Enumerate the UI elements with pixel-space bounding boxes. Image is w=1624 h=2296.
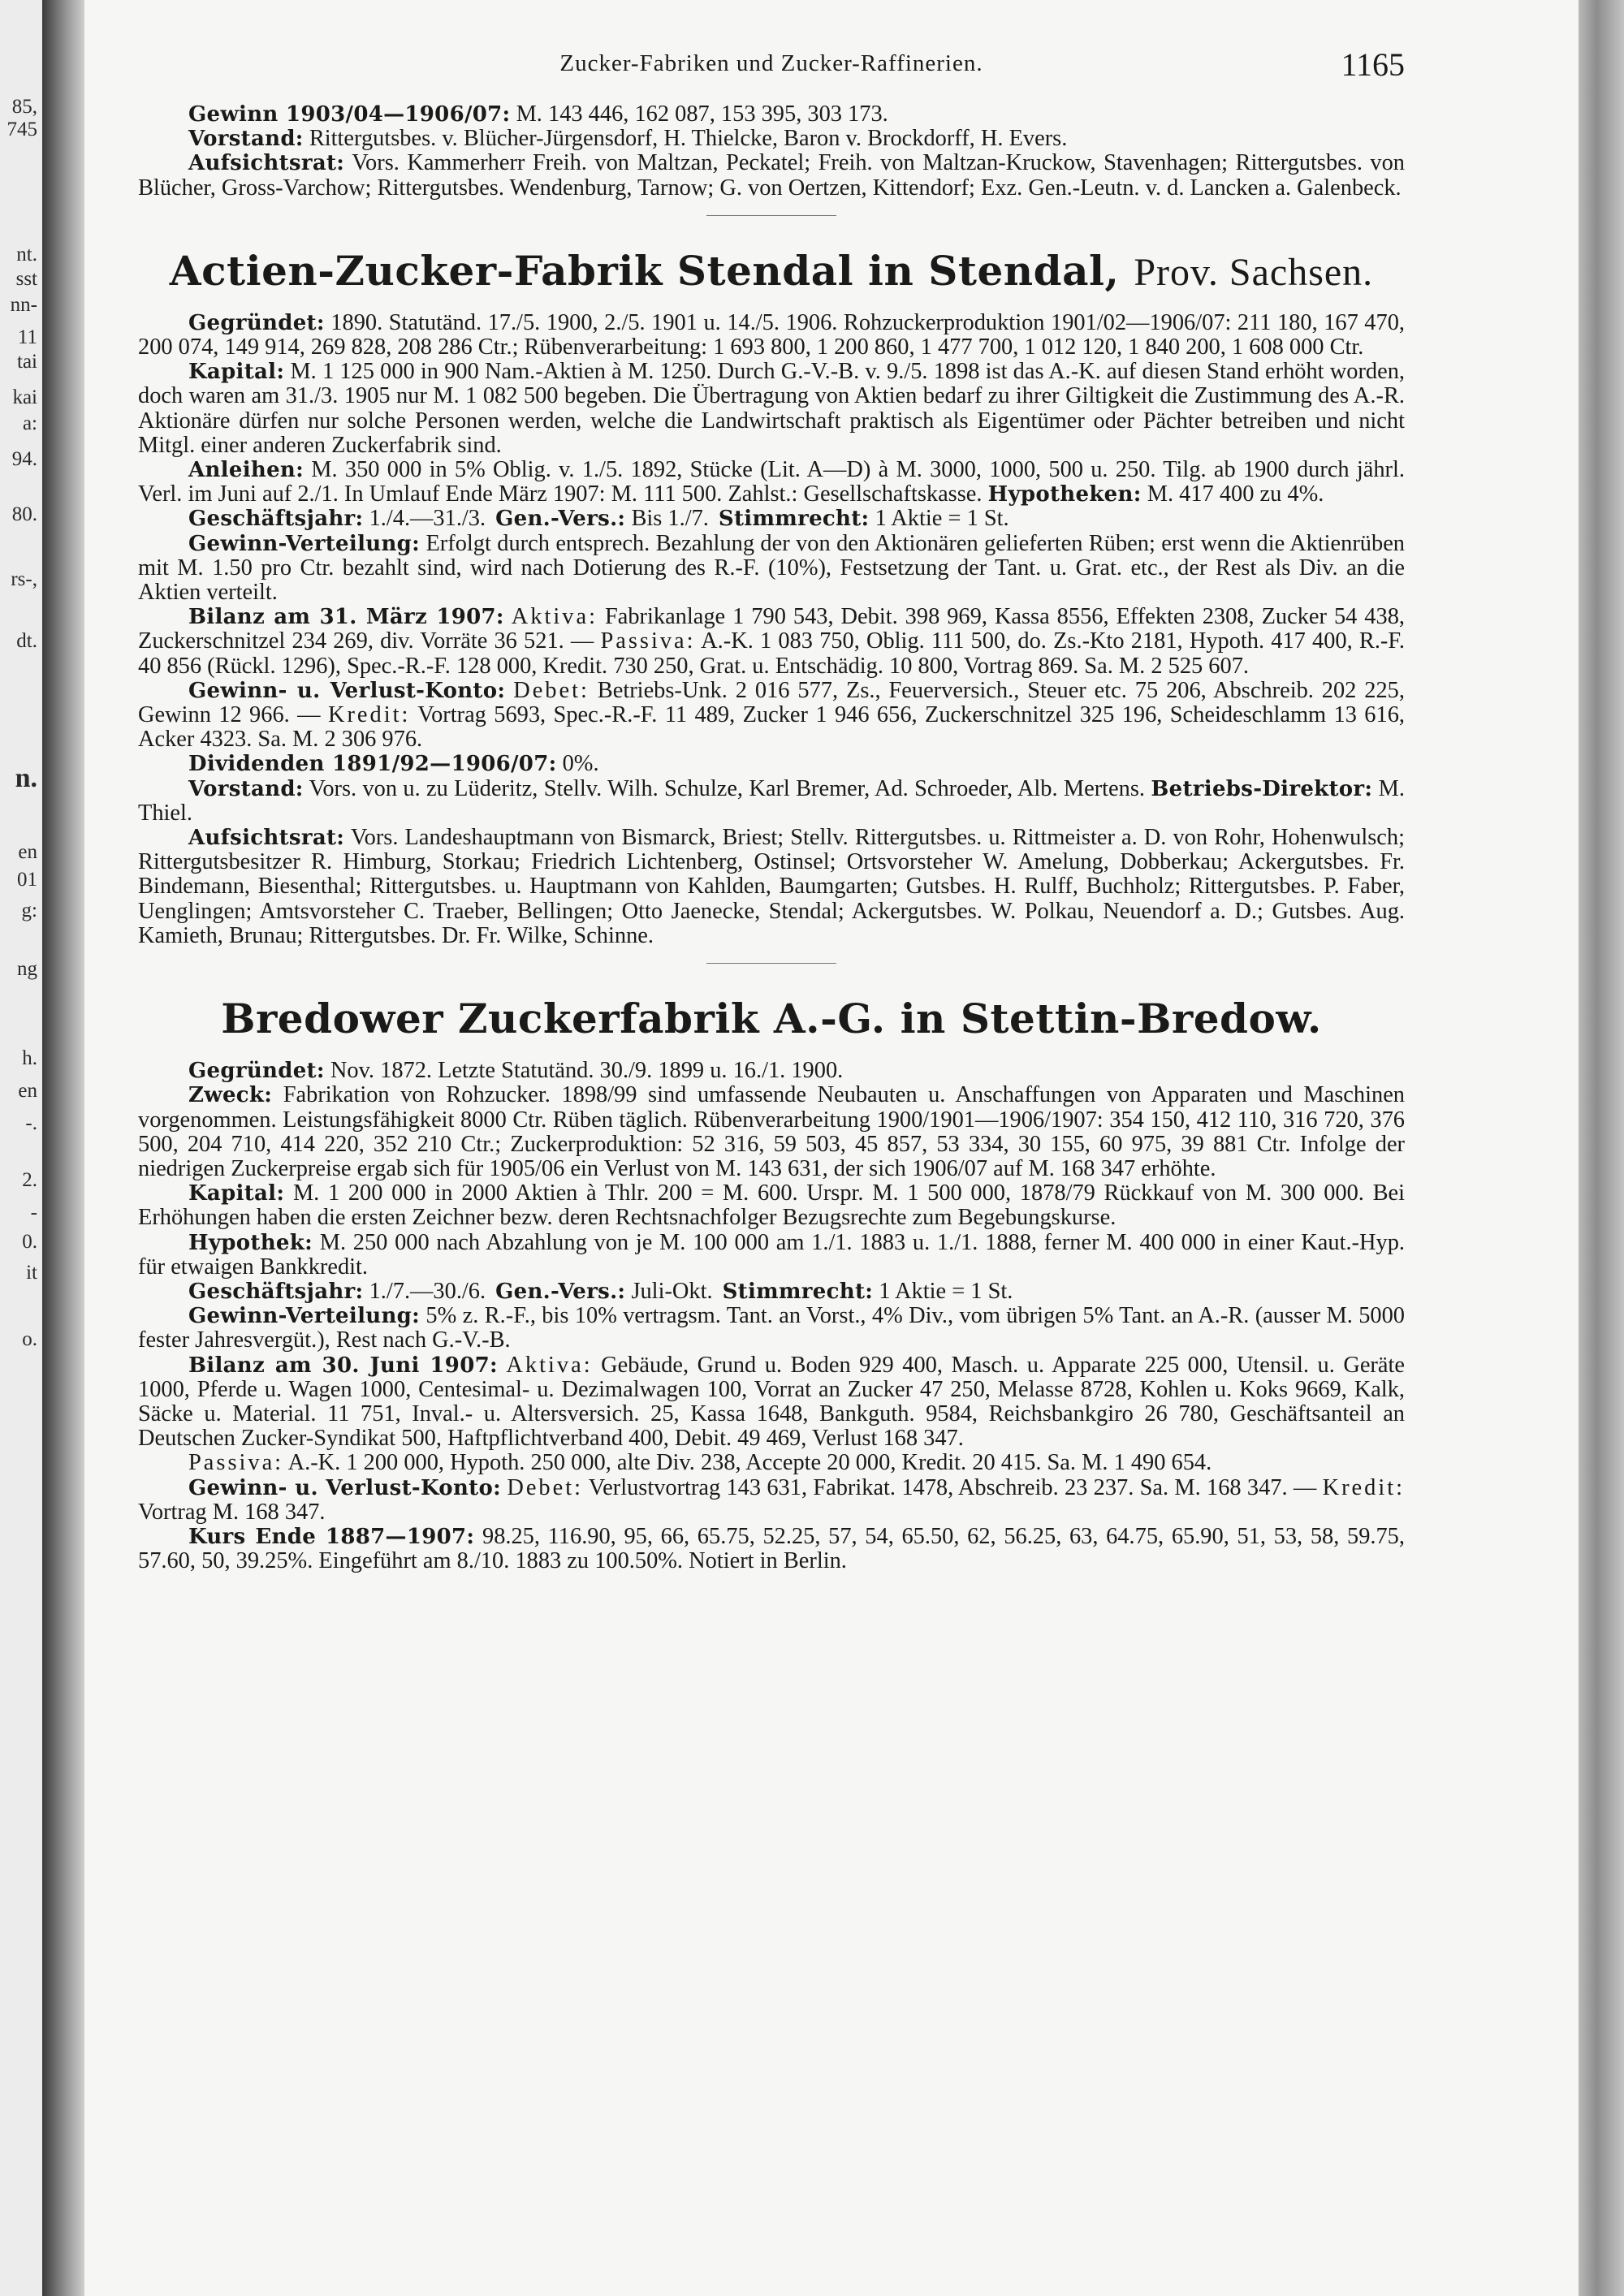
gewinnverteilung-label: Gewinn-Verteilung: (188, 1304, 421, 1329)
gegruendet-text: 1890. Statutänd. 17./5. 1900, 2./5. 1901 u. 14./5. 1906. Rohzuckerproduktion 1901/02—1906/07: 211 180, 167 470, 200 074, 149 914, 269 828, 208 286 Ctr.; Rübenverarbeitung: 1 693 800, 1 200 860, 1 477 700, 1 012 120, 1 840 200, 1 608 000 Ctr. (138, 309, 1405, 360)
gewinnverteilung-paragraph (138, 1304, 1405, 1353)
bilanz-aktiva-text: Gebäude, Grund u. Boden 929 400, Masch. u. Apparate 225 000, Utensil. u. Geräte 1000, Pferde u. Wagen 1000, Centesimal- u. Dezimalwagen 100, Vorrat an Zucker 47 250, Melasse 8728, Kohlen u. Koks 9669, Kalk, Säcke u. Material. 11 751, Inval.- u. Altersversich. 25, Kassa 1648, Bankguth. 9584, Reichsbankgiro 26 780, Geschäftsanteil an Deutschen Zucker-Syndikat 500, Haftpflichtverband 400, Debit. 49 469, Verlust 168 347. (138, 1352, 1405, 1452)
kurs-text: 98.25, 116.90, 95, 66, 65.75, 52.25, 57, 54, 65.50, 62, 56.25, 63, 64.75, 65.90, 51, 53, 58, 59.75, 57.60, 50, 39.25%. Eingeführt am 8./10. 1883 zu 100.50%. Notiert in Berlin. (138, 1523, 1405, 1574)
guv-debet-text: Betriebs-Unk. 2 016 577, Zs., Feuerversich., Steuer etc. 75 206, Abschreib. 202 225, Gewinn 12 966. — (138, 677, 1405, 728)
bilanz-label: Bilanz am 31. März 1907: (188, 605, 504, 630)
fragment-text: rs-, (11, 568, 37, 590)
vorstand-paragraph (138, 777, 1405, 826)
geschaeftsjahr-text: 1./7.—30./6. (369, 1278, 486, 1304)
fragment-text: en (18, 841, 37, 863)
hypothek-label: Hypothek: (188, 1230, 313, 1255)
fragment-text: 0. (22, 1231, 37, 1253)
guv-debet-text: Verlustvortrag 143 631, Fabrikat. 1478, Abschreib. 23 237. Sa. M. 168 347. — (588, 1474, 1317, 1500)
aufsichtsrat-text: Vors. Landeshauptmann von Bismarck, Briest; Stellv. Rittergutsbes. u. Rittmeister a. D. von Rohr, Hohenwulsch; Rittergutsbesitzer R. Himburg, Storkau; Friedrich Lichtenberg, Ostinsel; Ortsvorsteher W. Amelung, Dobberkau; Ackergutsbes. Fr. Bindemann, Biesenthal; Rittergutsbes. u. Hauptmann von Kahlden, Baumgarten; Gutsbes. H. Rulff, Buchholz; Rittergutsbes. P. Faber, Uenglingen; Amtsvorsteher C. Traeber, Bellingen; Otto Jaenecke, Stendal; Ackergutsbes. W. Polkau, Neuendorf a. D.; Gutsbes. Aug. Kamieth, Brunau; Rittergutsbes. Dr. Fr. Wilke, Schinne. (138, 825, 1405, 948)
section-divider (706, 215, 836, 216)
debet-label: Debet: (513, 677, 590, 703)
zweck-label: Zweck: (188, 1083, 273, 1108)
running-head-title: Zucker-Fabriken und Zucker-Raffinerien. (559, 50, 983, 76)
fragment-text: g: (21, 900, 37, 921)
aufsichtsrat-paragraph (138, 151, 1405, 200)
stimmrecht-text: 1 Aktie = 1 St. (875, 506, 1009, 532)
kurs-paragraph (138, 1525, 1405, 1573)
genvers-text: Bis 1./7. (631, 506, 709, 532)
anleihen-text: M. 350 000 in 5% Oblig. v. 1./5. 1892, Stücke (Lit. A—D) à M. 3000, 1000, 500 u. 250. Tilg. ab 1900 durch jährl. Verl. im Juni auf 2./1. In Umlauf Ende März 1907: M. 111 500. Zahlst.: Gesellschaftskasse. (138, 457, 1405, 507)
kapital-label: Kapital: (188, 1181, 285, 1206)
kapital-text: M. 1 125 000 in 900 Nam.-Aktien à M. 1250. Durch G.-V.-B. v. 9./5. 1898 ist das A.-K. auf diesen Stand erhöht worden, doch waren am 31./3. 1905 nur M. 1 082 500 begeben. Die Übertragung von Aktien bedarf zu ihrer Giltigkeit die Zustimmung des A.-R. Aktionäre dürfen nur solche Personen werden, welche die Landwirtschaft praktisch als Eigentümer oder Pächter betreiben und nicht Mitgl. einer anderen Zuckerfabrik sind. (138, 359, 1405, 458)
guv-kredit-text: Vortrag M. 168 347. (138, 1499, 326, 1525)
company-name: Bredower Zuckerfabrik A.-G. in Stettin-Bredow. (221, 995, 1322, 1043)
dividenden-paragraph (138, 752, 1405, 776)
fragment-text: h. (22, 1047, 37, 1069)
bilanz-paragraph (138, 1353, 1405, 1452)
gegruendet-paragraph (138, 311, 1405, 360)
aufsichtsrat-label: Aufsichtsrat: (188, 826, 345, 851)
zweck-text: Fabrikation von Rohzucker. 1898/99 sind umfassende Neubauten u. Anschaffungen von Apparaten und Maschinen vorgenommen. Leistungsfähigkeit 8000 Ctr. Rüben täglich. Rübenverarbeitung 1900/1901—1906/1907: 354 150, 412 110, 316 720, 376 500, 204 710, 414 220, 352 210 Ctr.; Zuckerproduktion: 52 316, 59 503, 45 857, 53 334, 30 155, 60 975, 39 881 Ctr. Infolge der niedrigen Zuckerpreise ergab sich für 1905/06 ein Verlust von M. 143 631, der sich 1906/07 auf M. 168 347 erhöhte. (138, 1082, 1405, 1181)
vorstand-label: Vorstand: (188, 776, 304, 801)
gegruendet-paragraph (138, 1059, 1405, 1083)
dividenden-label: Dividenden 1891/92—1906/07: (188, 752, 557, 777)
page-edge (1579, 0, 1624, 2296)
bilanz-passiva-text: A.-K. 1 083 750, Oblig. 111 500, do. Zs.-Kto 2181, Hypoth. 417 400, R.-F. 40 856 (Rückl. 1296), Spec.-R.-F. 128 000, Kredit. 730 250, Grat. u. Entschädig. 10 800, Vortrag 869. Sa. M. 2 525 607. (138, 628, 1405, 679)
debet-label: Debet: (507, 1474, 583, 1500)
kapital-text: M. 1 200 000 in 2000 Aktien à Thlr. 200 = M. 600. Urspr. M. 1 500 000, 1878/79 Rückkauf von M. 300 000. Bei Erhöhungen haben die ersten Zeichner bezw. deren Rechtsnachfolger Bezugsrechte zum Begebungskurse. (138, 1180, 1405, 1231)
aufsichtsrat-label: Aufsichtsrat: (188, 151, 345, 176)
stimmrecht-label: Stimmrecht: (722, 1279, 874, 1304)
bilanz-passiva-text: A.-K. 1 200 000, Hypoth. 250 000, alte Div. 238, Accepte 20 000, Kredit. 20 415. Sa. M. 1 490 654. (287, 1450, 1212, 1476)
entry-stendal (138, 311, 1405, 964)
fragment-text: nt. (16, 244, 37, 265)
company-name: Actien-Zucker-Fabrik Stendal in Stendal, (169, 246, 1120, 295)
aktiva-label: Aktiva: (511, 604, 598, 630)
gegruendet-text: Nov. 1872. Letzte Statutänd. 30./9. 1899 u. 16./1. 1900. (330, 1058, 844, 1084)
company-heading-stendal (138, 247, 1405, 295)
hypotheken-label: Hypotheken: (987, 482, 1142, 507)
section-divider (706, 963, 836, 964)
guv-kredit-text: Vortrag 5693, Spec.-R.-F. 11 489, Zucker 1 946 656, Zuckerschnitzel 325 196, Scheideschlamm 13 616, Acker 4323. Sa. M. 2 306 976. (138, 702, 1405, 753)
fragment-text: en (18, 1080, 37, 1102)
geschaeftsjahr-label: Geschäftsjahr: (188, 1279, 364, 1304)
betriebsdirektor-text: M. Thiel. (138, 775, 1405, 826)
kurs-label: Kurs Ende 1887—1907: (188, 1524, 475, 1549)
company-region: Prov. Sachsen. (1134, 250, 1374, 294)
aktiva-label: Aktiva: (506, 1352, 593, 1378)
fragment-text: 2. (22, 1169, 37, 1191)
fragment-text: n. (15, 763, 37, 793)
stimmrecht-text: 1 Aktie = 1 St. (879, 1278, 1013, 1304)
passiva-label: Passiva: (188, 1450, 284, 1476)
aufsichtsrat-paragraph (138, 826, 1405, 948)
gewinnverteilung-text: 5% z. R.-F., bis 10% vertragsm. Tant. an Vorst., 4% Div., vom übrigen 5% Tant. an A.-R. (ausser M. 5000 fester Jahresvergüt.), Rest nach G.-V.-B. (138, 1303, 1405, 1353)
text-column (138, 45, 1405, 1573)
hypothek-paragraph (138, 1231, 1405, 1280)
gegruendet-label: Gegründet: (188, 310, 325, 335)
zweck-paragraph (138, 1083, 1405, 1181)
company-heading-bredow (138, 995, 1405, 1042)
fragment-text: 80. (11, 503, 37, 525)
fragment-text: nn- (10, 294, 37, 316)
kredit-label: Kredit: (1322, 1474, 1405, 1500)
genvers-text: Juli-Okt. (631, 1278, 713, 1304)
geschaeftsjahr-paragraph (138, 1280, 1405, 1304)
guv-label: Gewinn- u. Verlust-Konto: (188, 1475, 502, 1500)
bilanz-paragraph (138, 605, 1405, 679)
stimmrecht-label: Stimmrecht: (718, 507, 870, 532)
geschaeftsjahr-label: Geschäftsjahr: (188, 507, 364, 532)
gewinnverteilung-text: Erfolgt durch entsprech. Bezahlung der von den Aktionären gelieferten Rüben; erst wenn die Aktienrüben mit M. 1.50 pro Ctr. bezahlt sind, wird nach Dotierung des R.-F. (10%), Festsetzung der Tant. u. Grat. etc., der Rest als Div. an die Aktien verteilt. (138, 530, 1405, 606)
fragment-text: -. (25, 1112, 37, 1134)
gegruendet-label: Gegründet: (188, 1059, 325, 1084)
kapital-label: Kapital: (188, 360, 285, 385)
kredit-label: Kredit: (327, 702, 411, 728)
running-head (138, 45, 1405, 102)
genvers-label: Gen.-Vers.: (495, 1279, 626, 1304)
vorstand-text: Vors. von u. zu Lüderitz, Stellv. Wilh. Schulze, Karl Bremer, Ad. Schroeder, Alb. Mertens. (309, 775, 1146, 801)
vorstand-label: Vorstand: (188, 127, 304, 152)
aufsichtsrat-text: Vors. Kammerherr Freih. von Maltzan, Peckatel; Freih. von Maltzan-Kruckow, Stavenhagen; Rittergutsbes. von Blücher, Gross-Varchow; Rittergutsbes. Wendenburg, Tarnow; G. von Oertzen, Kittendorf; Exz. Gen.-Leutn. v. d. Lancken a. Galenbeck. (138, 150, 1405, 201)
betriebsdirektor-label: Betriebs-Direktor: (1151, 776, 1373, 801)
fragment-text: o. (22, 1328, 37, 1350)
fragment-text: 745 (6, 119, 37, 140)
gewinn-paragraph (138, 102, 1405, 127)
fragment-text: 11 (17, 326, 37, 348)
guv-label: Gewinn- u. Verlust-Konto: (188, 678, 506, 703)
fragment-text: kai (12, 386, 37, 408)
fragment-text: it (26, 1262, 37, 1284)
geschaeftsjahr-paragraph (138, 507, 1405, 531)
fragment-text: 85, (11, 96, 37, 118)
fragment-text: ng (17, 958, 37, 980)
kapital-paragraph (138, 360, 1405, 458)
vorstand-text: Rittergutsbes. v. Blücher-Jürgensdorf, H. Thielcke, Baron v. Brockdorff, H. Evers. (309, 126, 1068, 152)
anleihen-label: Anleihen: (188, 458, 304, 483)
guv-paragraph (138, 1476, 1405, 1525)
entry-bredow (138, 1059, 1405, 1573)
hypothek-text: M. 250 000 nach Abzahlung von je M. 100 000 am 1./1. 1883 u. 1./1. 1888, ferner M. 400 000 in einer Kaut.-Hyp. für etwaigen Bankkredit. (138, 1229, 1405, 1280)
gewinnverteilung-label: Gewinn-Verteilung: (188, 531, 421, 556)
fragment-text: dt. (16, 630, 37, 652)
fragment-text: 94. (11, 448, 37, 470)
adjacent-page-fragment (0, 0, 42, 2296)
bilanz-passiva-paragraph (138, 1451, 1405, 1475)
hypotheken-text: M. 417 400 zu 4%. (1147, 481, 1324, 507)
gewinnverteilung-paragraph (138, 532, 1405, 606)
passiva-label: Passiva: (600, 628, 696, 654)
geschaeftsjahr-text: 1./4.—31./3. (369, 506, 486, 532)
fragment-text: - (30, 1202, 37, 1224)
bilanz-label: Bilanz am 30. Juni 1907: (188, 1353, 498, 1378)
genvers-label: Gen.-Vers.: (495, 507, 626, 532)
vorstand-paragraph (138, 127, 1405, 151)
fragment-text: 01 (17, 869, 37, 891)
entry-previous-continued (138, 102, 1405, 216)
guv-paragraph (138, 679, 1405, 753)
fragment-text: a: (22, 412, 37, 434)
page-number: 1165 (1341, 46, 1405, 83)
gewinn-text: M. 143 446, 162 087, 153 395, 303 173. (516, 101, 888, 127)
kapital-paragraph (138, 1181, 1405, 1230)
bilanz-aktiva-text: Fabrikanlage 1 790 543, Debit. 398 969, Kassa 8556, Effekten 2308, Zucker 54 438, Zuckerschnitzel 234 269, div. Vorräte 36 521. — (138, 604, 1405, 654)
fragment-text: sst (15, 268, 37, 290)
fragment-text: tai (17, 351, 37, 373)
anleihen-paragraph (138, 458, 1405, 507)
dividenden-text: 0%. (562, 751, 599, 777)
gewinn-label: Gewinn 1903/04—1906/07: (188, 102, 511, 127)
book-gutter (42, 0, 84, 2296)
